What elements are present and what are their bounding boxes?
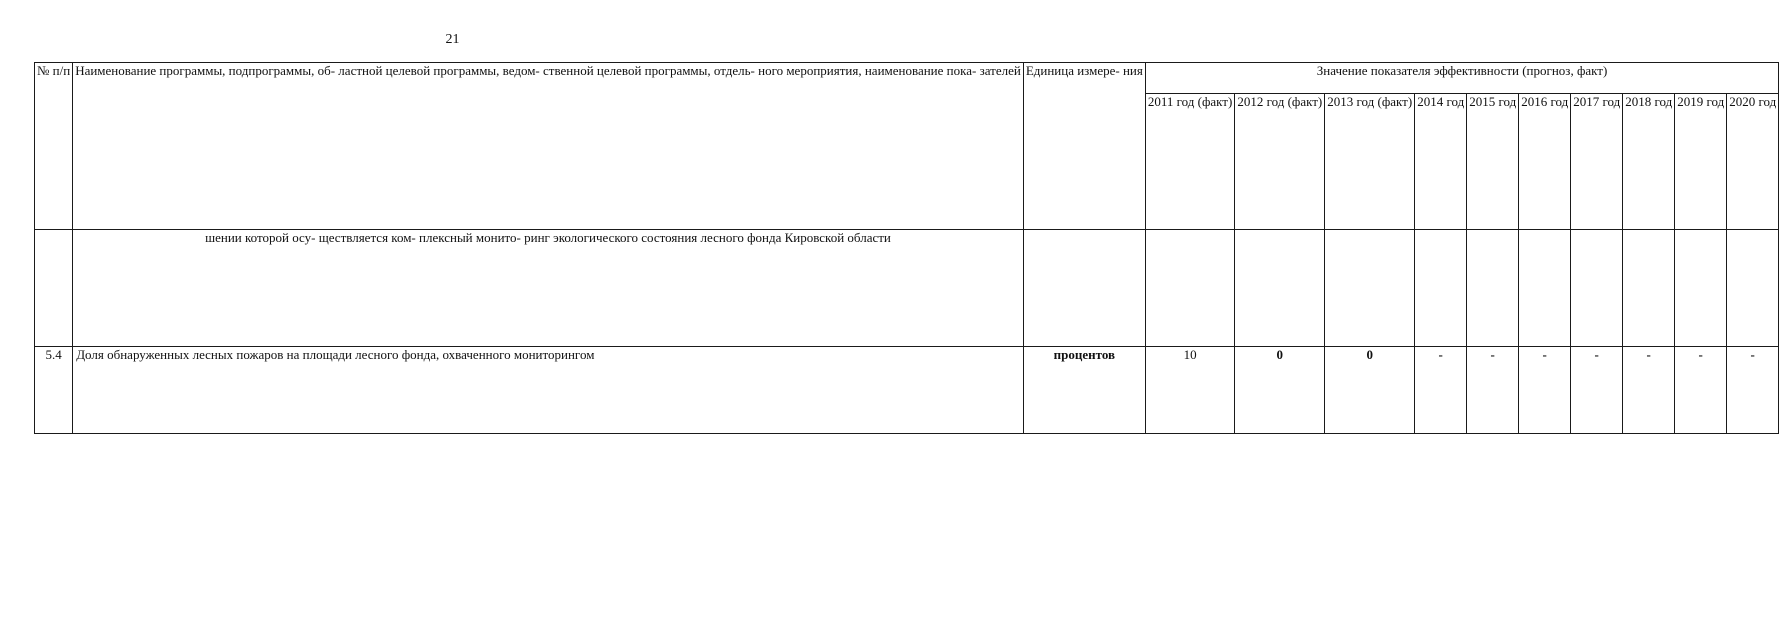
header-year-2018: 2018 год — [1623, 94, 1675, 230]
row-num: 5.4 — [35, 347, 73, 434]
row-value — [1519, 230, 1571, 347]
row-value — [1415, 230, 1467, 347]
row-value: 10 — [1145, 347, 1234, 434]
row-value — [1675, 230, 1727, 347]
row-value: - — [1571, 347, 1623, 434]
table-row-5-4 — [35, 347, 1779, 434]
row-value: - — [1519, 347, 1571, 434]
row-unit: процентов — [1023, 347, 1145, 434]
indicator-table — [34, 62, 1779, 434]
header-row-1 — [35, 63, 1779, 94]
header-year-2013: 2013 год (факт) — [1325, 94, 1415, 230]
header-year-2011: 2011 год (факт) — [1145, 94, 1234, 230]
row-value: - — [1467, 347, 1519, 434]
row-value: 0 — [1235, 347, 1325, 434]
header-name: Наименование программы, подпрограммы, об- ластной целевой программы, ведом- ственной целевой программы, отдель- ного мероприятия, наименование пока- зателей — [73, 63, 1024, 230]
row-value — [1623, 230, 1675, 347]
row-value — [1235, 230, 1325, 347]
row-value: - — [1623, 347, 1675, 434]
row-value — [1571, 230, 1623, 347]
row-value: - — [1727, 347, 1779, 434]
row-value — [1467, 230, 1519, 347]
row-value — [1727, 230, 1779, 347]
header-year-2019: 2019 год — [1675, 94, 1727, 230]
header-year-2020: 2020 год — [1727, 94, 1779, 230]
page-number: 21 — [445, 32, 460, 47]
header-unit: Единица измере- ния — [1023, 63, 1145, 230]
row-value: - — [1415, 347, 1467, 434]
header-year-2016: 2016 год — [1519, 94, 1571, 230]
row-value: 0 — [1325, 347, 1415, 434]
row-unit — [1023, 230, 1145, 347]
header-year-2015: 2015 год — [1467, 94, 1519, 230]
row-num — [35, 230, 73, 347]
header-year-2012: 2012 год (факт) — [1235, 94, 1325, 230]
header-indicator-group: Значение показателя эффективности (прогноз, факт) — [1145, 63, 1778, 94]
header-year-2014: 2014 год — [1415, 94, 1467, 230]
row-value: - — [1675, 347, 1727, 434]
row-name: шении которой осу- ществляется ком- плексный монито- ринг экологического состояния лесного фонда Кировской области — [73, 230, 1024, 347]
table-row-continuation — [35, 230, 1779, 347]
header-num: № п/п — [35, 63, 73, 230]
row-value — [1145, 230, 1234, 347]
row-name: Доля обнаруженных лесных пожаров на площади лесного фонда, охваченного мониторингом — [73, 347, 1024, 434]
row-value — [1325, 230, 1415, 347]
header-year-2017: 2017 год — [1571, 94, 1623, 230]
